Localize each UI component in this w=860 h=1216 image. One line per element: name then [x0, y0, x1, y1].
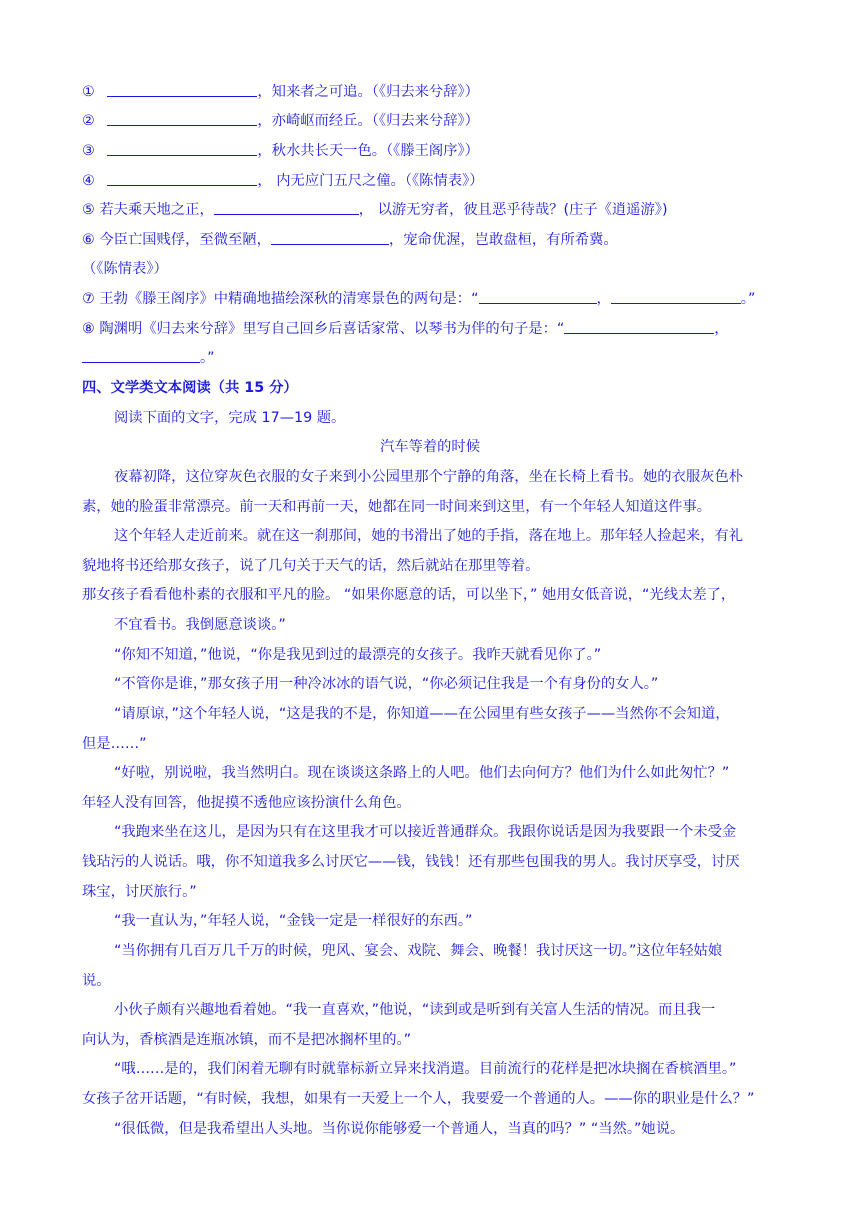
paragraph-line: 素，她的脸蛋非常漂亮。前一天和再前一天，她都在同一时间来到这里，有一个年轻人知道这件事。 — [82, 499, 712, 515]
section-heading: 四、文学类文本阅读（共 15 分） — [82, 380, 298, 396]
paragraph-line: 不宜看书。我倒愿意谈谈。” — [114, 617, 286, 633]
question-number: ④ — [82, 173, 95, 189]
question-1 — [82, 82, 860, 102]
question-number: ⑦ — [82, 291, 95, 307]
question-text: 今臣亡国贱俘，至微至陋， — [99, 232, 271, 248]
paragraph-line: 貌地将书还给那女孩子，说了几句关于天气的话，然后就站在那里等着。 — [82, 558, 540, 574]
paragraph-line: 小伙子颇有兴趣地看着她。“我一直喜欢，”他说，“读到或是听到有关富人生活的情况。而且我一 — [114, 1002, 716, 1018]
question-number: ② — [82, 113, 95, 129]
question-6 — [82, 230, 860, 250]
question-text: ，秋水共长天一色。（《滕王阁序》） — [257, 143, 479, 159]
paragraph-line: “哦……是的，我们闲着无聊有时就靠标新立异来找消遣。目前流行的花样是把冰块搁在香槟酒里。” — [114, 1061, 737, 1077]
question-text: ，亦崎岖而经丘。（《归去来兮辞》） — [257, 113, 479, 129]
question-5 — [82, 200, 860, 220]
question-text: ，宠命优渥，岂敢盘桓，有所希冀。 — [388, 232, 618, 248]
paragraph-line: 说。 — [82, 973, 111, 989]
question-7 — [82, 289, 860, 309]
paragraph-line: “我一直认为，”年轻人说，“金钱一定是一样很好的东西。” — [114, 913, 473, 929]
question-text: ，知来者之可追。（《归去来兮辞》） — [257, 84, 479, 100]
paragraph-line: “很低微，但是我希望出人头地。当你说你能够爱一个普通人，当真的吗？” “当然。”她说。 — [114, 1121, 685, 1137]
question-source: （《陈情表》） — [82, 261, 168, 277]
paragraph-line: 这个年轻人走近前来。就在这一刹那间，她的书滑出了她的手指，落在地上。那年轻人捡起来，有礼 — [114, 528, 744, 544]
question-text: 陶渊明《归去来兮辞》里写自己回乡后喜话家常、以琴书为伴的句子是：“ — [99, 321, 565, 337]
question-text: 。” — [740, 291, 756, 307]
question-text: 王勃《滕王阁序》中精确地描绘深秋的清寒景色的两句是：“ — [99, 291, 479, 307]
paragraph-line: 但是……” — [82, 736, 147, 752]
answer-blank[interactable] — [271, 230, 389, 245]
story-title: 汽车等着的时候 — [379, 439, 481, 455]
question-number: ⑧ — [82, 321, 95, 337]
paragraph-line: 夜幕初降，这位穿灰色衣服的女子来到小公园里那个宁静的角落，坐在长椅上看书。她的衣服灰色朴 — [114, 469, 744, 485]
paragraph-line: 女孩子岔开话题，“有时候，我想，如果有一天爱上一个人，我要爱一个普通的人。——你的职业是什么？” — [82, 1091, 755, 1107]
answer-blank[interactable] — [479, 289, 597, 304]
question-2 — [82, 111, 860, 131]
answer-blank[interactable] — [564, 319, 714, 334]
question-text: 。” — [200, 350, 215, 366]
answer-blank[interactable] — [611, 289, 741, 304]
paragraph-line: 那女孩子看看他朴素的衣服和平凡的脸。 “如果你愿意的话，可以坐下，” 她用女低音说，“光线太差了， — [82, 587, 736, 603]
answer-blank[interactable] — [214, 200, 359, 215]
answer-blank[interactable] — [107, 111, 257, 126]
paragraph-line: 钱玷污的人说话。哦，你不知道我多么讨厌它——钱，钱钱！还有那些包围我的男人。我讨厌享受，讨厌 — [82, 854, 740, 870]
question-number: ① — [82, 84, 95, 100]
question-text: ， — [714, 321, 729, 337]
question-text: ， — [596, 291, 611, 307]
paragraph-line: “请原谅，”这个年轻人说，“这是我的不是，你知道——在公园里有些女孩子——当然你不会知道， — [114, 706, 730, 722]
paragraph-line: “当你拥有几百万几千万的时候，兜风、宴会、戏院、舞会、晚餐！我讨厌这一切。”这位年轻姑娘 — [114, 943, 723, 959]
paragraph-line: 年轻人没有回答，他捉摸不透他应该扮演什么角色。 — [82, 795, 411, 811]
paragraph-line: “好啦，别说啦，我当然明白。现在谈谈这条路上的人吧。他们去向何方？他们为什么如此匆忙？” — [114, 765, 730, 781]
question-number: ⑥ — [82, 232, 95, 248]
paragraph-line: “我跑来坐在这儿，是因为只有在这里我才可以接近普通群众。我跟你说话是因为我要跟一个未受金 — [114, 824, 737, 840]
question-number: ⑤ — [82, 202, 95, 218]
question-8-continued — [82, 348, 860, 368]
paragraph-line: 珠宝，讨厌旅行。” — [82, 884, 197, 900]
question-3 — [82, 141, 860, 161]
answer-blank[interactable] — [107, 141, 257, 156]
section-instruction: 阅读下面的文字，完成 17—19 题。 — [114, 410, 346, 426]
question-4 — [82, 171, 860, 191]
question-text: ， 内无应门五尺之僮。（《陈情表》） — [257, 173, 484, 189]
paragraph-line: “你知不知道，”他说，“你是我见到过的最漂亮的女孩子。我昨天就看见你了。” — [114, 647, 602, 663]
paragraph-line: 向认为，香槟酒是连瓶冰镇，而不是把冰搁杯里的。” — [82, 1032, 412, 1048]
question-6-continued — [82, 259, 860, 279]
answer-blank[interactable] — [107, 82, 257, 97]
answer-blank[interactable] — [107, 171, 257, 186]
paragraph-line: “不管你是谁，”那女孩子用一种冷冰冰的语气说，“你必须记住我是一个有身份的女人。” — [114, 676, 659, 692]
answer-blank[interactable] — [82, 348, 200, 363]
question-text: 若夫乘天地之正， — [99, 202, 214, 218]
question-8 — [82, 319, 860, 339]
question-text: ， 以游无穷者，彼且恶乎待哉？(庄子《逍遥游》) — [358, 202, 668, 218]
question-number: ③ — [82, 143, 95, 159]
